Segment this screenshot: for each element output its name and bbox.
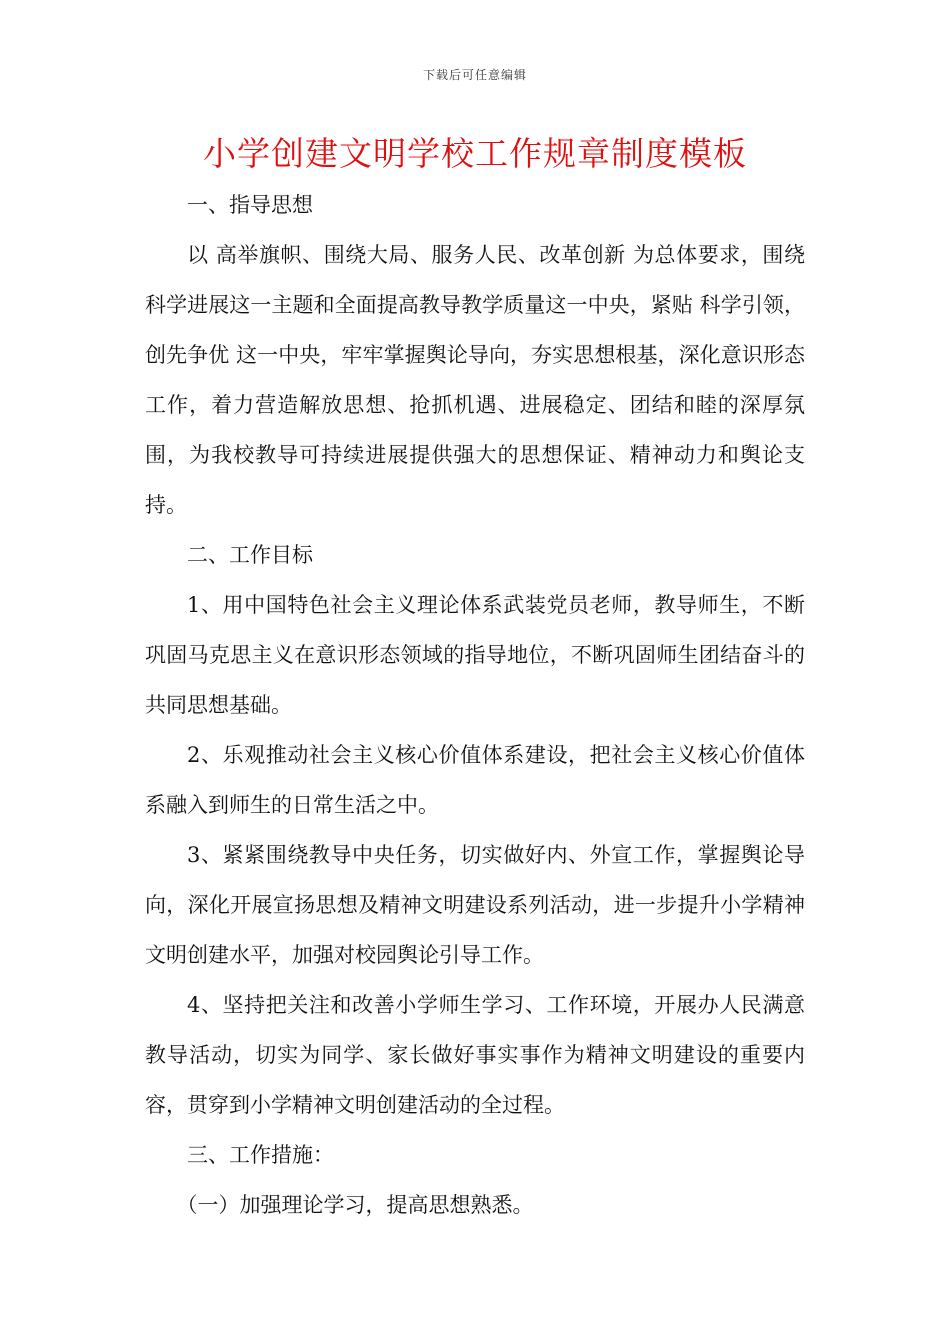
- paragraph: 4、坚持把关注和改善小学师生学习、工作环境，开展办人民满意教导活动，切实为同学、家长做好事实事作为精神文明建设的重要内容，贯穿到小学精神文明创建活动的全过程。: [145, 993, 805, 1117]
- paragraph: 3、紧紧围绕教导中央任务，切实做好内、外宣工作，掌握舆论导向，深化开展宣扬思想及精神文明建设系列活动，进一步提升小学精神文明创建水平，加强对校园舆论引导工作。: [145, 843, 805, 967]
- paragraph: 2、乐观推动社会主义核心价值体系建设，把社会主义核心价值体系融入到师生的日常生活之中。: [145, 743, 805, 817]
- document-body: [145, 180, 805, 1230]
- section-heading: 二、工作目标: [187, 543, 313, 567]
- subsection-heading: （一）加强理论学习，提高思想熟悉。: [176, 1193, 534, 1217]
- paragraph: 1、用中国特色社会主义理论体系武装党员老师，教导师生，不断巩固马克思主义在意识形态领域的指导地位，不断巩固师生团结奋斗的共同思想基础。: [145, 593, 805, 717]
- document-title: 小学创建文明学校工作规章制度模板: [203, 134, 747, 173]
- paragraph: 以 高举旗帜、围绕大局、服务人民、改革创新 为总体要求，围绕科学进展这一主题和全面提高教导教学质量这一中央，紧贴 科学引领，创先争优 这一中央，牢牢掌握舆论导向，夯实思想根基，深化意识形态工作，着力营造解放思想、抢抓机遇、进展稳定、团结和睦的深厚氛围，为我校教导可持续进展提供强大的思想保证、精神动力和舆论支持。: [145, 243, 805, 517]
- section-heading: 三、工作措施：: [187, 1143, 334, 1167]
- header-note: 下载后可任意编辑: [422, 68, 527, 82]
- section-heading: 一、指导思想: [187, 193, 313, 217]
